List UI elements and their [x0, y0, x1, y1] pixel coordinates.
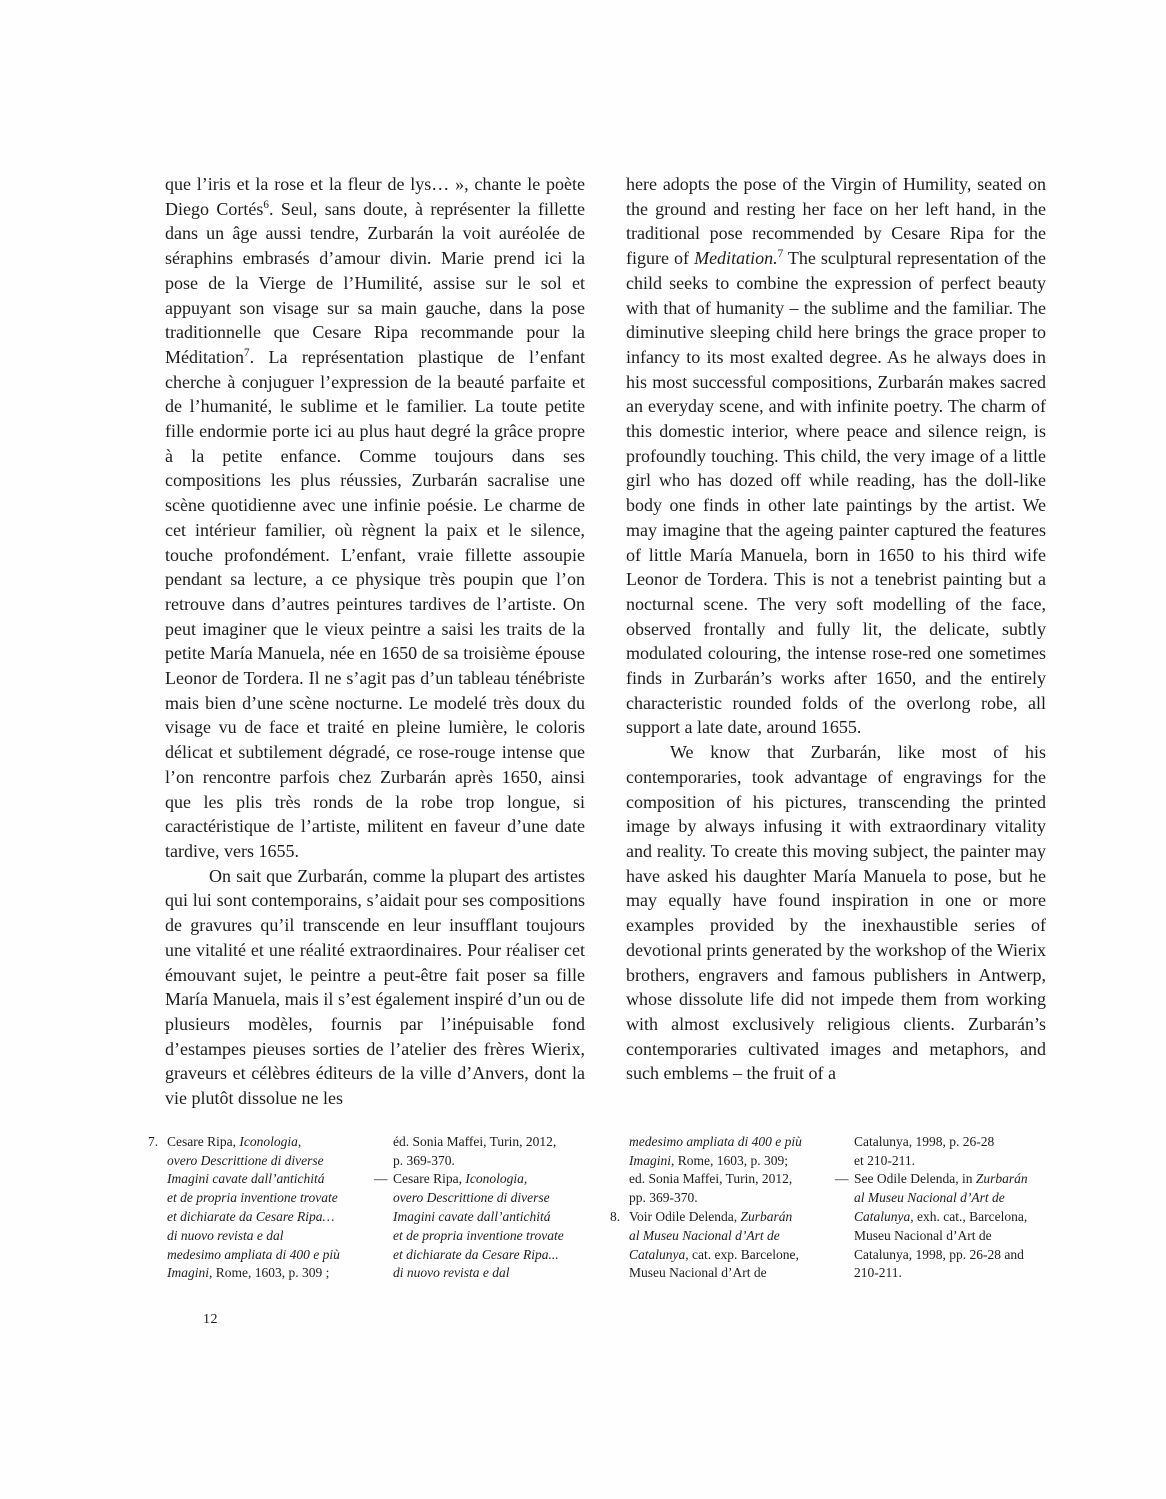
footnote-line — [148, 1208, 366, 1227]
text-run: Voir Odile Delenda, — [629, 1208, 741, 1224]
footnote-line — [374, 1208, 592, 1227]
footnote-line — [835, 1227, 1053, 1246]
footnote-line — [610, 1189, 828, 1208]
italic-text: Iconologia, — [465, 1171, 528, 1187]
footnote-column-2 — [374, 1133, 592, 1283]
footnote-line — [835, 1170, 1053, 1189]
footnote-column-3 — [610, 1133, 828, 1283]
italic-text: Imagini cavate dall’antichitá — [393, 1208, 551, 1224]
text-run: , cat. exp. Barcelone, — [685, 1246, 799, 1262]
footnote-line — [148, 1189, 366, 1208]
text-run: p. 369-370. — [393, 1152, 455, 1168]
italic-text: di nuovo revista e dal — [167, 1227, 284, 1243]
italic-text: di nuovo revista e dal — [393, 1265, 510, 1281]
footnote-line — [835, 1152, 1053, 1171]
footnote-line — [374, 1133, 592, 1152]
italic-text: medesimo ampliata di 400 e più — [629, 1133, 802, 1149]
footnote-line — [610, 1133, 828, 1152]
italic-text: Catalunya — [629, 1246, 686, 1262]
text-run: here adopts the pose of the Virgin of Humility, seated on the ground and resting her face on her left hand, in the traditional pose recommended by Cesare Ripa for the figure of — [626, 174, 1046, 269]
text-run: Museu Nacional d’Art de — [629, 1265, 767, 1281]
text-run: pp. 369-370. — [629, 1190, 698, 1206]
text-run: ed. Sonia Maffei, Turin, 2012, — [629, 1171, 793, 1187]
footnote-column-4 — [835, 1133, 1053, 1283]
footnote-line — [835, 1246, 1053, 1265]
italic-text: Meditation. — [694, 248, 778, 269]
text-run: que l’iris et la rose et la fleur de lys… », chante le poète Diego Cortés — [165, 174, 585, 219]
footnote-reference: 7 — [777, 248, 784, 261]
footnote-line — [835, 1264, 1053, 1283]
paragraph — [626, 740, 1046, 1086]
italic-text: overo Descrittione di diverse — [393, 1190, 550, 1206]
footnote-line — [148, 1246, 366, 1265]
italic-text: Imagini — [167, 1265, 209, 1281]
italic-text: et dichiarate da Cesare Ripa... — [393, 1246, 559, 1262]
footnote-line — [148, 1227, 366, 1246]
italic-text: Imagini — [629, 1152, 671, 1168]
text-run: Catalunya, 1998, p. 26-28 — [854, 1133, 995, 1149]
footnote-marker: 7. — [148, 1133, 159, 1149]
text-run: The sculptural representation of the child seeks to combine the expression of perfect beauty with that of humanity – the sublime and the familiar. The diminutive sleeping child here brings the grace proper to infancy to its most exalted degree. As he always does in his most successful compositions, Zurbarán makes sacred an everyday scene, and with infinite poetry. The charm of this domestic interior, where peace and silence reign, is profoundly touching. This child, the very image of a little girl who has dozed off while reading, has the doll-like body one finds in other late paintings by the artist. We may imagine that the ageing painter captured the features of little María Manuela, born in 1650 to his third wife Leonor de Tordera. This is not a tenebrist painting but a nocturnal scene. The very soft modelling of the face, observed frontally and fully lit, the delicate, subtly modulated colouring, the intense rose-red one sometimes finds in Zurbarán’s works after 1650, and the entirely characteristic rounded folds of the overlong robe, all support a late date, around 1655. — [626, 248, 1046, 738]
text-run: Cesare Ripa, — [393, 1171, 466, 1187]
footnote-line — [148, 1152, 366, 1171]
italic-text: Zurbarán — [740, 1208, 793, 1224]
text-run: éd. Sonia Maffei, Turin, 2012, — [393, 1133, 557, 1149]
text-run: 210-211. — [854, 1265, 902, 1281]
italic-text: overo Descrittione di diverse — [167, 1152, 324, 1168]
footnote-marker: 8. — [610, 1208, 621, 1224]
footnote-line — [374, 1227, 592, 1246]
italic-text: medesimo ampliata di 400 e più — [167, 1246, 340, 1262]
text-run: Museu Nacional d’Art de — [854, 1227, 992, 1243]
italic-text: et de propria inventione trovate — [393, 1227, 564, 1243]
text-run: , exh. cat., Barcelona, — [910, 1208, 1028, 1224]
italic-text: Zurbarán — [975, 1171, 1028, 1187]
text-run: , Rome, 1603, p. 309 ; — [209, 1265, 330, 1281]
italic-text: et dichiarate da Cesare Ripa… — [167, 1208, 335, 1224]
footnote-line — [610, 1227, 828, 1246]
footnote-line — [610, 1152, 828, 1171]
italic-text: Catalunya — [854, 1208, 911, 1224]
text-run: On sait que Zurbarán, comme la plupart des artistes qui lui sont contemporains, s’aidait pour ses compositions de gravures qu’il transcende en leur insufflant toujours une vitalité et une réalité extraordinaires. Pour réaliser cet émouvant sujet, le peintre a peut-être fait poser sa fille María Manuela, mais il s’est également inspiré d’un ou de plusieurs modèles, fournis par l’inépuisable fond d’estampes pieuses sorties de l’atelier des frères Wierix, graveurs et célèbres éditeurs de la ville d’Anvers, dont la vie plutôt dissolue ne les — [165, 865, 585, 1109]
footnote-line — [610, 1170, 828, 1189]
footnotes-section — [148, 1133, 1067, 1285]
footnote-line — [148, 1133, 366, 1152]
text-run: Cesare Ripa, — [167, 1133, 240, 1149]
footnote-line — [835, 1189, 1053, 1208]
footnote-line — [610, 1246, 828, 1265]
footnote-line — [374, 1264, 592, 1283]
text-column-french — [165, 172, 585, 1111]
page-number: 12 — [203, 1311, 218, 1327]
footnote-line — [148, 1264, 366, 1283]
paragraph — [165, 172, 585, 864]
text-run: We know that Zurbarán, like most of his contemporaries, took advantage of engravings for the composition of his pictures, transcending the printed image by always infusing it with extraordinary vitality and reality. To create this moving subject, the painter may have asked his daughter María Manuela to pose, but he may equally have found inspiration in one or more examples provided by the inexhaustible series of devotional prints generated by the workshop of the Wierix brothers, engravers and famous publishers in Antwerp, whose dissolute life did not impede them from working with almost exclusively religious clients. Zurbarán’s contemporaries cultivated images and metaphors, and such emblems – the fruit of a — [626, 742, 1046, 1084]
italic-text: et de propria inventione trovate — [167, 1190, 338, 1206]
footnote-column-1 — [148, 1133, 366, 1283]
text-column-english — [626, 172, 1046, 1111]
footnote-line — [374, 1170, 592, 1189]
text-run: , Rome, 1603, p. 309; — [671, 1152, 788, 1168]
footnote-line — [148, 1170, 366, 1189]
footnote-reference: 7 — [244, 346, 250, 359]
footnote-line — [835, 1133, 1053, 1152]
paragraph — [165, 864, 585, 1111]
footnote-marker: — — [835, 1171, 849, 1187]
footnote-line — [835, 1208, 1053, 1227]
italic-text: Imagini cavate dall’antichitá — [167, 1171, 325, 1187]
footnote-reference: 6 — [263, 198, 269, 211]
footnote-line — [610, 1208, 828, 1227]
italic-text: al Museu Nacional d’Art de — [854, 1190, 1005, 1206]
footnote-line — [374, 1189, 592, 1208]
footnote-marker: — — [374, 1171, 388, 1187]
italic-text: Iconologia, — [239, 1133, 302, 1149]
main-text — [165, 172, 1047, 1111]
text-run: . Seul, sans doute, à représenter la fillette dans un âge aussi tendre, Zurbarán la voit auréolée de séraphins embrasés d’amour divin. Marie prend ici la pose de la Vierge de l’Humilité, assise sur le sol et appuyant son visage sur sa main gauche, dans la pose traditionnelle que Cesare Ripa recommande pour la Méditation — [165, 198, 585, 367]
text-run: . La représentation plastique de l’enfant cherche à conjuguer l’expression de la beauté parfaite et de l’humanité, le sublime et le familier. La toute petite fille endormie porte ici au plus haut degré la grâce propre à la petite enfance. Comme toujours dans ses compositions les plus réussies, Zurbarán sacralise une scène quotidienne avec une infinie poésie. Le charme de cet intérieur familier, où règnent la paix et le silence, touche profondément. L’enfant, vraie fillette assoupie pendant sa lecture, a ce physique très poupin que l’on retrouve dans d’autres peintures tardives de l’artiste. On peut imaginer que le vieux peintre a saisi les traits de la petite María Manuela, née en 1650 de sa troisième épouse Leonor de Tordera. Il ne s’agit pas d’un tableau ténébriste mais bien d’une scène nocturne. Le modelé très doux du visage vu de face et traité en pleine lumière, le coloris délicat et subtilement dégradé, ce rose-rouge intense que l’on rencontre parfois chez Zurbarán après 1650, ainsi que les plis très ronds de la robe trop longue, si caractéristique de l’artiste, militent en faveur d’une date tardive, vers 1655. — [165, 346, 585, 861]
footnote-line — [374, 1246, 592, 1265]
paragraph — [626, 172, 1046, 740]
footnote-line — [610, 1264, 828, 1283]
footnote-line — [374, 1152, 592, 1171]
text-run: See Odile Delenda, in — [854, 1171, 976, 1187]
text-run: Catalunya, 1998, pp. 26-28 and — [854, 1246, 1024, 1262]
text-run: et 210-211. — [854, 1152, 915, 1168]
italic-text: al Museu Nacional d’Art de — [629, 1227, 780, 1243]
